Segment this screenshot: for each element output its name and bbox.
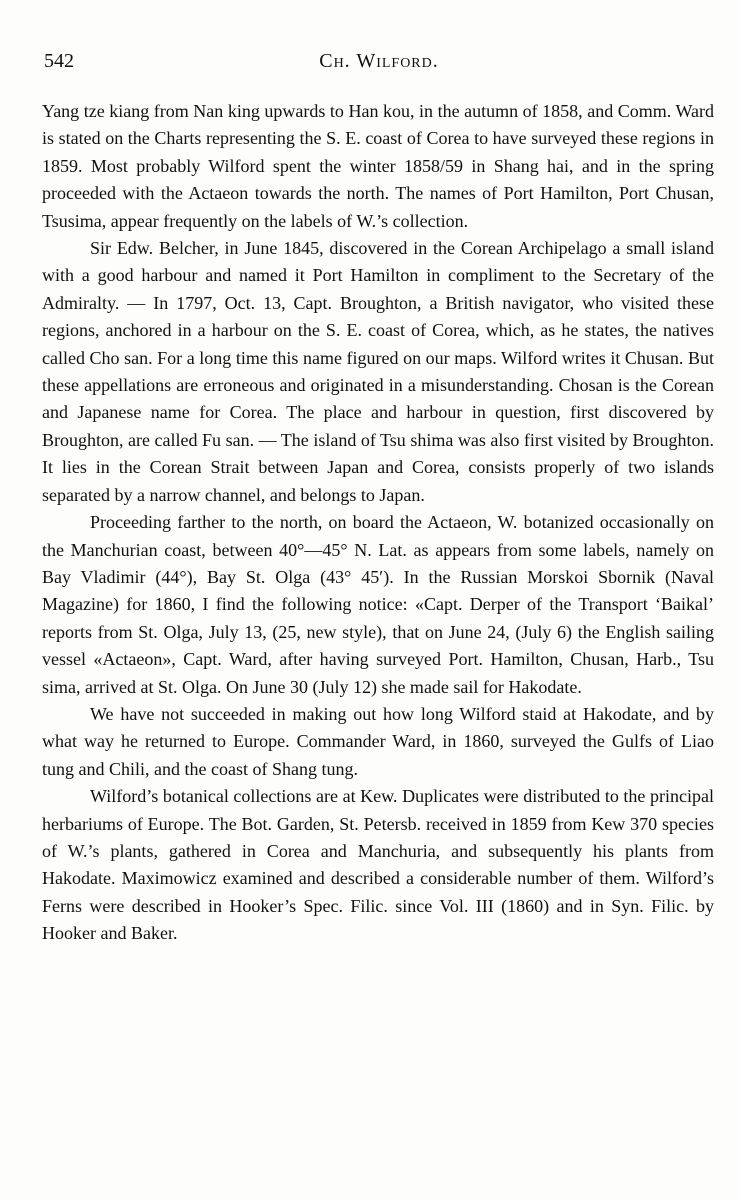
running-header xyxy=(44,50,714,78)
paragraph-1: Yang tze kiang from Nan king upwards to Han kou, in the autumn of 1858, and Comm. Ward is stated on the Charts representing the S. E. coast of Corea to have surveyed these regions in 1859. Most probably Wilford spent the winter 1858/59 in Shang hai, and in the spring proceeded with the Actaeon towards the north. The names of Port Hamilton, Port Chusan, Tsusima, appear frequently on the labels of W.’s collection. xyxy=(42,101,714,231)
paragraph-3: Proceeding farther to the north, on board the Actaeon, W. botanized occasionally on the Manchurian coast, between 40°—45° N. Lat. as appears from some labels, namely on Bay Vladimir (44°), Bay St. Olga (43° 45′). In the Russian Morskoi Sbornik (Naval Magazine) for 1860, I find the following notice: «Capt. Derper of the Transport ‘Baikal’ reports from St. Olga, July 13, (25, new style), that on June 24, (July 6) the English sailing vessel «Actaeon», Capt. Ward, after having surveyed Port. Hamilton, Chusan, Harb., Tsu sima, arrived at St. Olga. On June 30 (July 12) she made sail for Hakodate. xyxy=(42,512,714,697)
running-title: Ch. Wilford. xyxy=(319,50,439,72)
paragraph-2: Sir Edw. Belcher, in June 1845, discovered in the Corean Archipelago a small island with a good harbour and named it Port Hamilton in compliment to the Secretary of the Admiralty. — In 1797, Oct. 13, Capt. Broughton, a British navigator, who visited these regions, anchored in a harbour on the S. E. coast of Corea, which, as he states, the natives called Cho san. For a long time this name figured on our maps. Wilford writes it Chusan. But these appellations are erroneous and originated in a misunderstanding. Chosan is the Corean and Japanese name for Corea. The place and harbour in question, first discovered by Broughton, are called Fu san. — The island of Tsu shima was also first visited by Broughton. It lies in the Corean Strait between Japan and Corea, consists properly of two islands separated by a narrow channel, and belongs to Japan. xyxy=(42,238,714,505)
body-text xyxy=(42,98,714,948)
paragraph-5: Wilford’s botanical collections are at Kew. Duplicates were distributed to the principal herbariums of Europe. The Bot. Garden, St. Petersb. received in 1859 from Kew 370 species of W.’s plants, gathered in Corea and Manchuria, and subsequently his plants from Hakodate. Maximowicz examined and described a considerable number of them. Wilford’s Ferns were described in Hooker’s Spec. Filic. since Vol. III (1860) and in Syn. Filic. by Hooker and Baker. xyxy=(42,786,714,944)
page-number: 542 xyxy=(44,50,74,72)
paragraph-4: We have not succeeded in making out how long Wilford staid at Hakodate, and by what way he returned to Europe. Commander Ward, in 1860, surveyed the Gulfs of Liao tung and Chili, and the coast of Shang tung. xyxy=(42,703,714,779)
